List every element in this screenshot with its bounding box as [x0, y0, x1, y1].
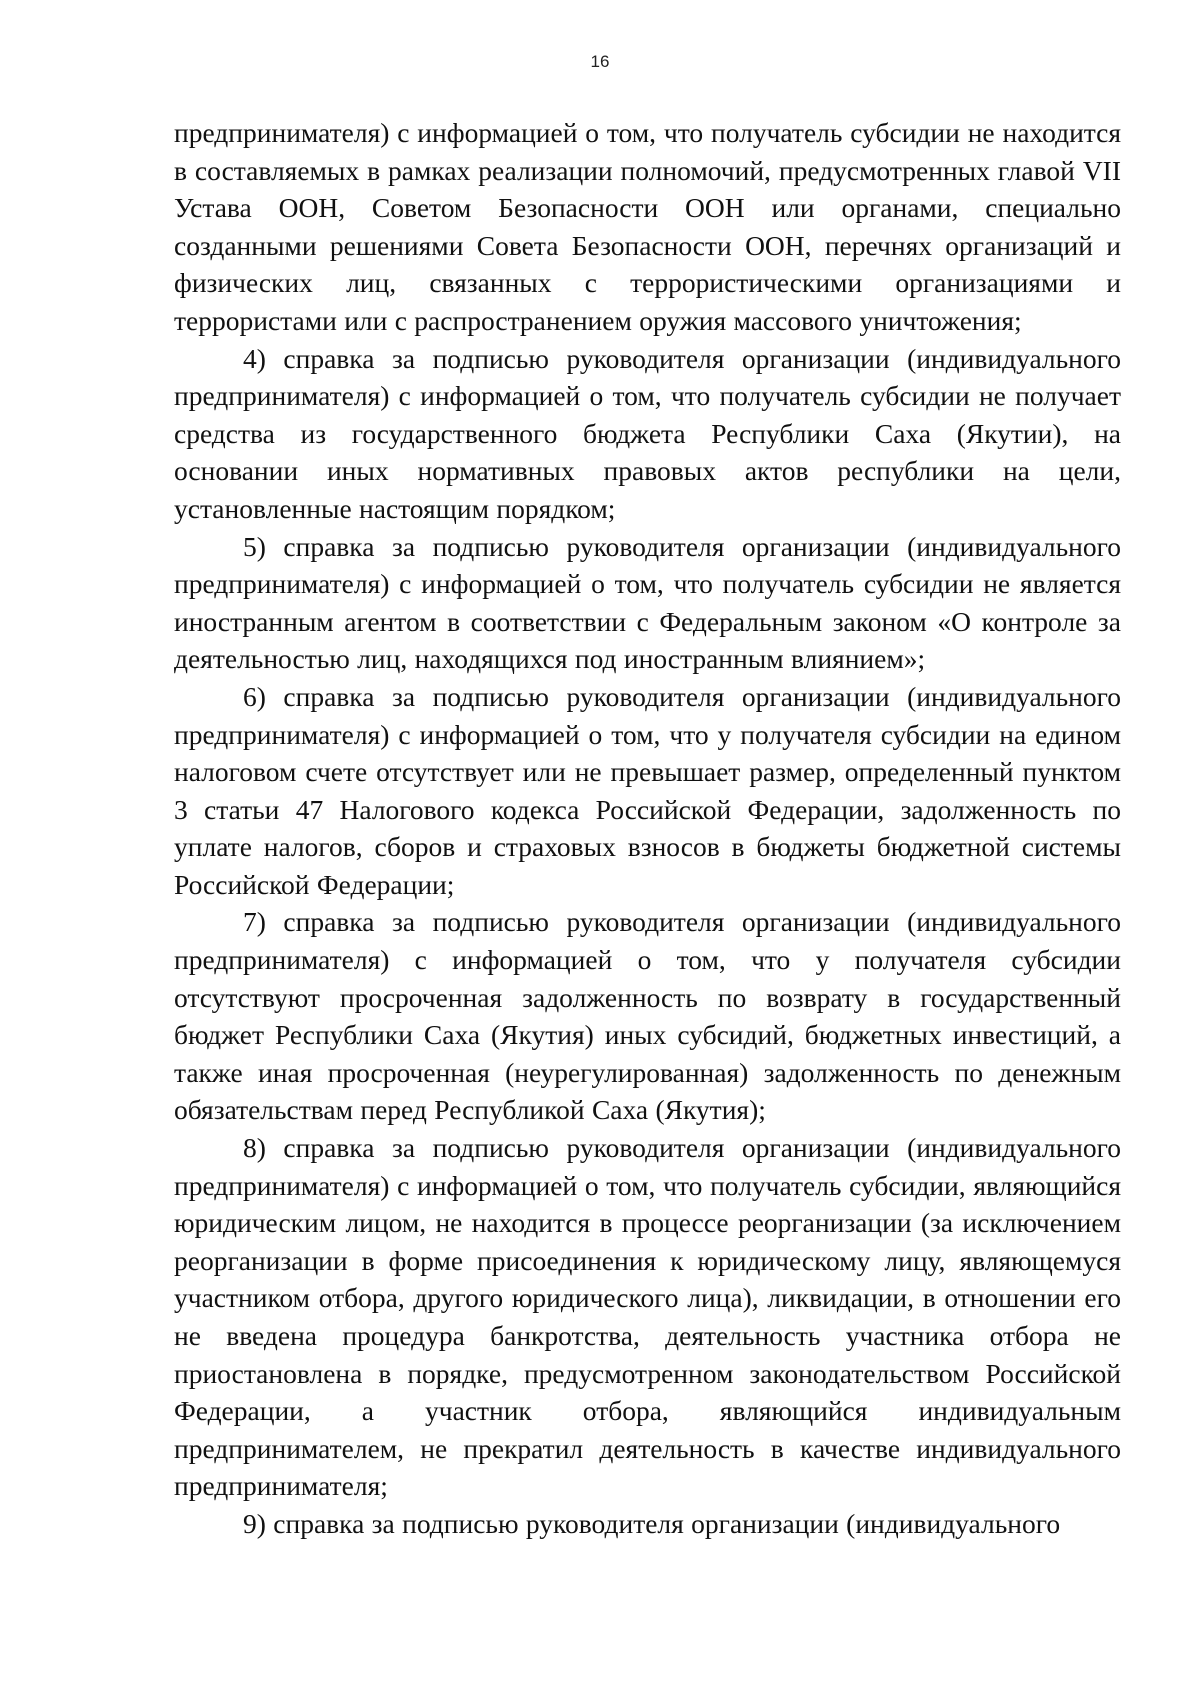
document-body: [174, 114, 1121, 1543]
paragraph-item-8: 8) справка за подписью руководителя организации (индивидуального предпринимателя) с информацией о том, что получатель субсидии, являющийся юридическим лицом, не находится в процессе реорганизации (за исключением реорганизации в форме присоединения к юридическому лицу, являющемуся участником отбора, другого юридического лица), ликвидации, в отношении его не введена процедура банкротства, деятельность участника отбора не приостановлена в порядке, предусмотренном законодательством Российской Федерации, а участник отбора, являющийся индивидуальным предпринимателем, не прекратил деятельность в качестве индивидуального предпринимателя;: [174, 1132, 1121, 1502]
page-number: 16: [590, 52, 610, 71]
paragraph-item-7: 7) справка за подписью руководителя организации (индивидуального предпринимателя) с информацией о том, что у получателя субсидии отсутствуют просроченная задолженность по возврату в государственный бюджет Республики Саха (Якутия) иных субсидий, бюджетных инвестиций, а также иная просроченная (неурегулированная) задолженность по денежным обязательствам перед Республикой Саха (Якутия);: [174, 906, 1121, 1126]
paragraph-continuation: предпринимателя) с информацией о том, что получатель субсидии не находится в составляемых в рамках реализации полномочий, предусмотренных главой VII Устава ООН, Советом Безопасности ООН или органами, специально созданными решениями Совета Безопасности ООН, перечнях организаций и физических лиц, связанных с террористическими организациями и террористами или с распространением оружия массового уничтожения;: [174, 117, 1121, 336]
paragraph-item-4: 4) справка за подписью руководителя организации (индивидуального предпринимателя) с информацией о том, что получатель субсидии не получает средства из государственного бюджета Республики Саха (Якутии), на основании иных нормативных правовых актов республики на цели, установленные настоящим порядком;: [174, 342, 1121, 524]
paragraph-item-9: 9) справка за подписью руководителя организации (индивидуального: [243, 1507, 1061, 1539]
paragraph-item-6: 6) справка за подписью руководителя организации (индивидуального предпринимателя) с информацией о том, что у получателя субсидии на едином налоговом счете отсутствует или не превышает размер, определенный пунктом 3 статьи 47 Налогового кодекса Российской Федерации, задолженность по уплате налогов, сборов и страховых взносов в бюджеты бюджетной системы Российской Федерации;: [174, 680, 1121, 900]
paragraph-item-5: 5) справка за подписью руководителя организации (индивидуального предпринимателя) с информацией о том, что получатель субсидии не является иностранным агентом в соответствии с Федеральным законом «О контроле за деятельностью лиц, находящихся под иностранным влиянием»;: [174, 530, 1121, 675]
